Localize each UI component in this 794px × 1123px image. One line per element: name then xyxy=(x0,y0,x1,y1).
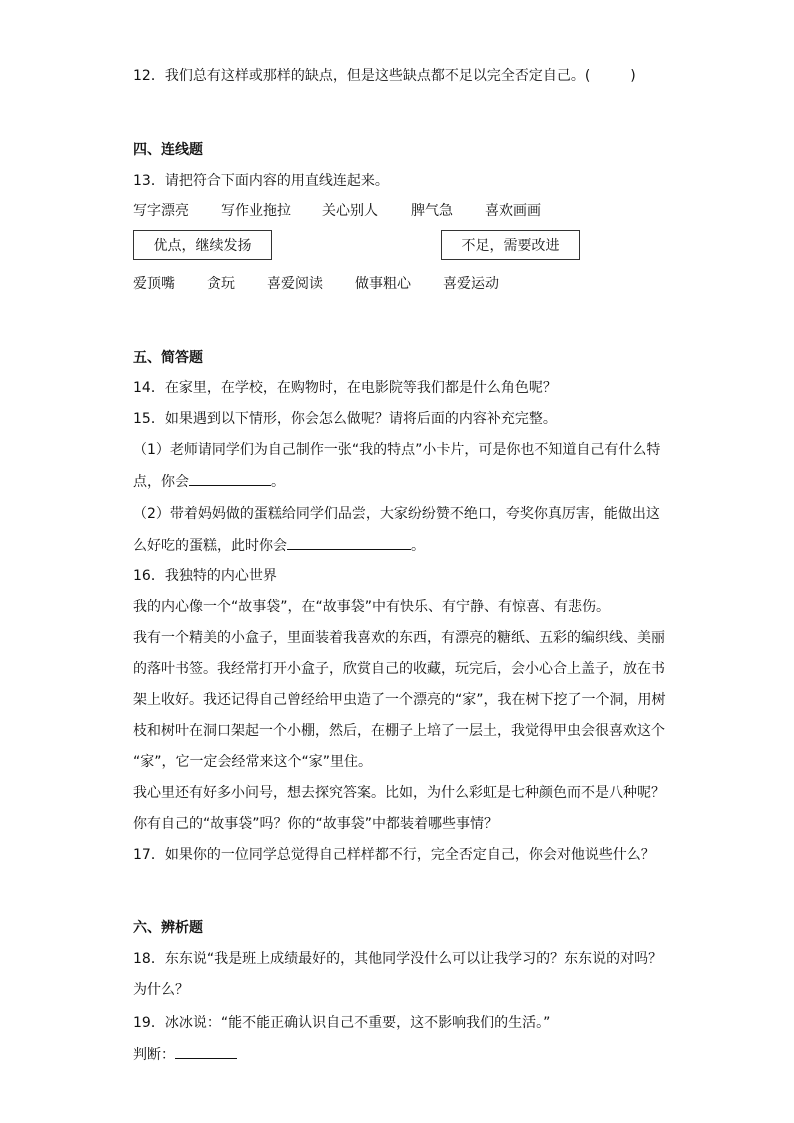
judgement-blank[interactable] xyxy=(175,1044,237,1059)
bottom-word-5[interactable]: 喜爱运动 xyxy=(443,276,499,292)
question-15-2-line2 xyxy=(133,535,425,556)
box-weaknesses[interactable]: 不足，需要改进 xyxy=(441,230,580,260)
q16-paragraph-2-line3: 架上收好。我还记得自己曾经给甲虫造了一个漂亮的“家”，我在树下挖了一个洞，用树 xyxy=(133,692,666,708)
top-word-2[interactable]: 写作业拖拉 xyxy=(221,203,291,219)
question-13: 13．请把符合下面内容的用直线连起来。 xyxy=(133,173,389,189)
top-word-1[interactable]: 写字漂亮 xyxy=(133,203,189,219)
section-6-heading: 六、辨析题 xyxy=(133,920,203,936)
answer-blank-15-1[interactable] xyxy=(189,471,271,486)
question-15-1-text: 点，你会 xyxy=(133,474,189,490)
question-15-2-text: 么好吃的蛋糕，此时你会 xyxy=(133,538,287,554)
question-15: 15．如果遇到以下情形，你会怎么做呢？请将后面的内容补充完整。 xyxy=(133,411,557,427)
judgement-line xyxy=(133,1044,237,1065)
question-15-1-line2 xyxy=(133,471,285,492)
question-14: 14．在家里，在学校，在购物时，在电影院等我们都是什么角色呢？ xyxy=(133,380,557,396)
question-16-title: 16．我独特的内心世界 xyxy=(133,568,277,584)
section-5-heading: 五、简答题 xyxy=(133,350,203,366)
top-word-4[interactable]: 脾气急 xyxy=(411,203,453,219)
bottom-word-1[interactable]: 爱顶嘴 xyxy=(133,276,175,292)
q16-paragraph-2-line2: 的落叶书签。我经常打开小盒子，欣赏自己的收藏，玩完后，会小心合上盖子，放在书 xyxy=(133,661,665,677)
judgement-label: 判断： xyxy=(133,1047,175,1063)
question-15-2-end: 。 xyxy=(411,538,425,554)
question-17: 17．如果你的一位同学总觉得自己样样都不行，完全否定自己，你会对他说些什么？ xyxy=(133,847,655,863)
question-15-2-line1: （2）带着妈妈做的蛋糕给同学们品尝，大家纷纷赞不绝口，夸奖你真厉害，能做出这 xyxy=(133,506,660,522)
question-19: 19．冰冰说：“能不能正确认识自己不重要，这不影响我们的生活。” xyxy=(133,1015,551,1031)
bottom-word-4[interactable]: 做事粗心 xyxy=(355,276,411,292)
q16-paragraph-3: 我心里还有好多小问号，想去探究答案。比如，为什么彩虹是七种颜色而不是八种呢？ xyxy=(133,785,665,801)
q16-paragraph-1: 我的内心像一个“故事袋”，在“故事袋”中有快乐、有宁静、有惊喜、有悲伤。 xyxy=(133,599,611,615)
question-15-1-end: 。 xyxy=(271,474,285,490)
question-18-line2: 为什么？ xyxy=(133,982,189,998)
box-strengths[interactable]: 优点，继续发扬 xyxy=(133,230,272,260)
q16-paragraph-2-line5: “家”，它一定会经常来这个“家”里住。 xyxy=(133,754,373,770)
q16-paragraph-2-line4: 枝和树叶在洞口架起一个小棚，然后，在棚子上培了一层土，我觉得甲虫会很喜欢这个 xyxy=(133,723,665,739)
q16-paragraph-2-line1: 我有一个精美的小盒子，里面装着我喜欢的东西，有漂亮的糖纸、五彩的编织线、美丽 xyxy=(133,630,665,646)
question-12 xyxy=(133,66,636,86)
answer-blank-15-2[interactable] xyxy=(287,535,411,550)
question-12-text: 12．我们总有这样或那样的缺点，但是这些缺点都不足以完全否定自己。( xyxy=(133,68,591,84)
section-4-heading: 四、连线题 xyxy=(133,142,203,158)
top-word-5[interactable]: 喜欢画画 xyxy=(485,203,541,219)
question-12-close: ) xyxy=(630,68,636,84)
q16-paragraph-4: 你有自己的“故事袋”吗？你的“故事袋”中都装着哪些事情？ xyxy=(133,816,499,832)
question-15-1-line1: （1）老师请同学们为自己制作一张“我的特点”小卡片，可是你也不知道自己有什么特 xyxy=(133,442,661,458)
bottom-word-2[interactable]: 贪玩 xyxy=(207,276,235,292)
top-word-3[interactable]: 关心别人 xyxy=(322,203,378,219)
question-18-line1: 18．东东说“我是班上成绩最好的，其他同学没什么可以让我学习的？东东说的对吗？ xyxy=(133,951,663,967)
bottom-word-3[interactable]: 喜爱阅读 xyxy=(267,276,323,292)
